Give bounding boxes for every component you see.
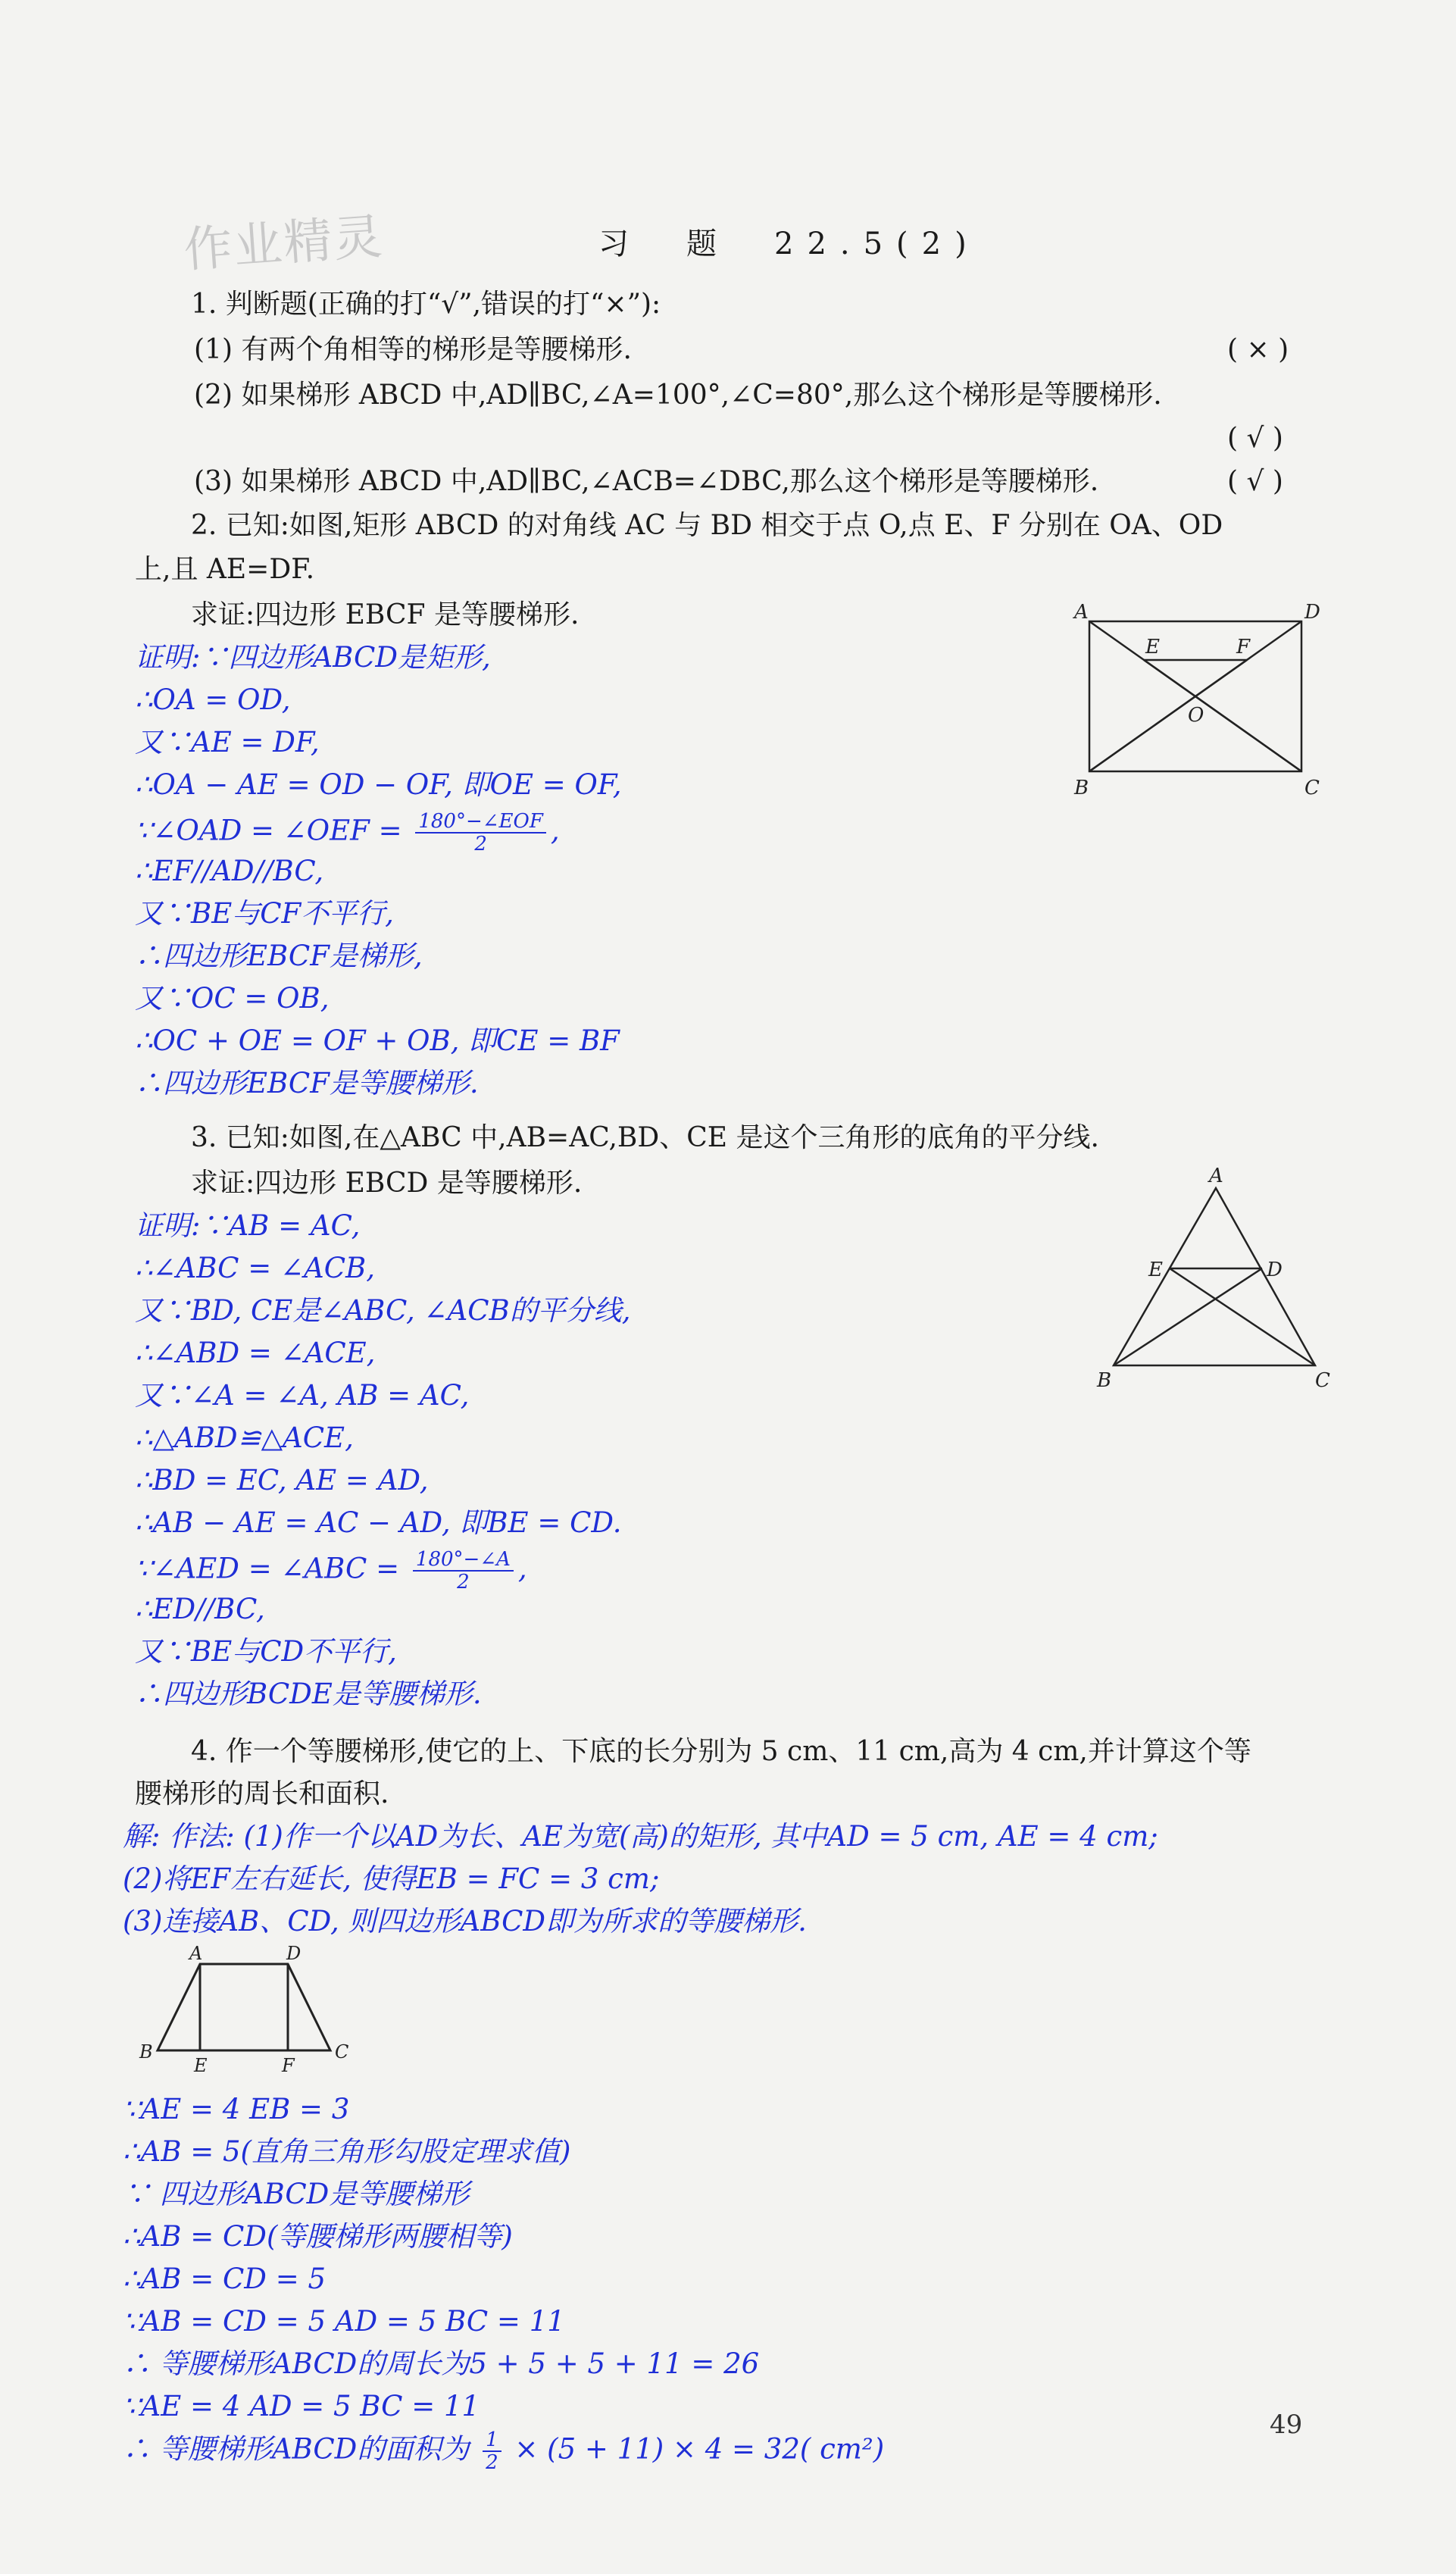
q1-item-1: (1) 有两个角相等的梯形是等腰梯形. (194, 334, 632, 365)
q2-proof-line-5: ∵∠OAD = ∠OEF = $\frac{\text{180°−∠EOF}}{2}$ , (135, 810, 560, 855)
q4-step-1: 解: 作法: (1)作一个以AD为长、AE为宽(高)的矩形, 其中AD = 5 cm, AE = 4 cm; (123, 1820, 1158, 1853)
page-title: 习 题 22.5(2) (598, 227, 980, 261)
q4-step-3: (3)连接AB、CD, 则四边形ABCD即为所求的等腰梯形. (123, 1905, 807, 1938)
q4-label-A: A (189, 1944, 203, 1964)
q3-proof-line-4: ∴∠ABD = ∠ACE, (135, 1337, 376, 1369)
q4-calc-5: ∴AB = CD = 5 (123, 2263, 327, 2295)
q2-frac-den: 2 (474, 833, 487, 855)
watermark-logo: 作业精灵 (182, 208, 386, 280)
q3-proof-line-10: ∴ED//BC, (135, 1593, 265, 1625)
q4-calc-4: ∴AB = CD(等腰梯形两腰相等) (123, 2220, 513, 2253)
q2-proof-line-8: ∴四边形EBCF是梯形, (135, 940, 423, 972)
q2-stem-line2: 上,且 AE=DF. (135, 554, 315, 585)
q1-mark-2: ( √ ) (1227, 423, 1283, 454)
q3-triangle-figure (1091, 1167, 1341, 1394)
q4-calc-2: ∴AB = 5(直角三角形勾股定理求值) (123, 2135, 571, 2168)
q3-proof-line-5: 又∵∠A = ∠A, AB = AC, (135, 1379, 470, 1412)
q2-proof-line-6: ∴EF//AD//BC, (135, 855, 324, 887)
q4-area-fraction (483, 2429, 501, 2473)
q4-calc-3: ∵ 四边形ABCD是等腰梯形 (123, 2178, 470, 2210)
q3-proof-line-9-text: ∵∠AED = ∠ABC = (135, 1552, 400, 1585)
q2-proof-line-4: ∴OA − AE = OD − OF, 即OE = OF, (135, 768, 622, 801)
q4-step-2: (2)将EF左右延长, 使得EB = FC = 3 cm; (123, 1862, 660, 1895)
q2-proof-line-11: ∴四边形EBCF是等腰梯形. (135, 1067, 479, 1099)
q1-item-3: (3) 如果梯形 ABCD 中,AD∥BC,∠ACB=∠DBC,那么这个梯形是等腰梯形. (194, 466, 1099, 497)
page-number: 49 (1270, 2410, 1303, 2440)
q2-label-O: O (1188, 704, 1204, 727)
q2-proof-line-2: ∴OA = OD, (135, 683, 291, 716)
q4-label-B: B (139, 2041, 153, 2063)
q2-label-A: A (1074, 601, 1089, 624)
q2-proof-line-3: 又∵AE = DF, (135, 726, 320, 758)
q2-label-C: C (1304, 777, 1320, 799)
q3-proof-line-2: ∴∠ABC = ∠ACB, (135, 1252, 375, 1284)
q2-label-D: D (1304, 601, 1320, 624)
q3-label-C: C (1315, 1369, 1330, 1392)
q4-stem-line2: 腰梯形的周长和面积. (135, 1778, 389, 1809)
q3-label-A: A (1209, 1167, 1223, 1187)
q4-calc-7: ∴ 等腰梯形ABCD的周长为5 + 5 + 5 + 11 = 26 (123, 2347, 760, 2380)
q4-area-frac-den: 2 (486, 2451, 498, 2474)
q3-proof-line-3: 又∵BD, CE是∠ABC, ∠ACB的平分线, (135, 1294, 631, 1327)
q3-stem: 3. 已知:如图,在△ABC 中,AB=AC,BD、CE 是这个三角形的底角的平分线. (191, 1122, 1099, 1153)
q2-proof-line-10: ∴OC + OE = OF + OB, 即CE = BF (135, 1024, 620, 1057)
q2-label-E: E (1145, 636, 1160, 658)
q3-label-D: D (1267, 1259, 1283, 1281)
q2-rectangle-figure (1061, 599, 1333, 811)
q2-stem-line1: 2. 已知:如图,矩形 ABCD 的对角线 AC 与 BD 相交于点 O,点 E、F 分别在 OA、OD (191, 510, 1223, 541)
q3-label-E: E (1148, 1259, 1163, 1281)
q2-fraction (415, 811, 546, 855)
q1-mark-3: ( √ ) (1227, 466, 1283, 497)
q3-proof-line-11: 又∵BE与CD不平行, (135, 1635, 397, 1668)
q4-area-tail: × (5 + 11) × 4 = 32( cm²) (514, 2432, 885, 2466)
q3-proof-line-8: ∴AB − AE = AC − AD, 即BE = CD. (135, 1506, 622, 1539)
q4-calc-1: ∵AE = 4 EB = 3 (123, 2093, 350, 2125)
q3-prove: 求证:四边形 EBCD 是等腰梯形. (191, 1168, 583, 1199)
q2-proof-line-9: 又∵OC = OB, (135, 982, 330, 1015)
q3-proof-line-12: ∴四边形BCDE是等腰梯形. (135, 1678, 482, 1710)
q2-label-F: F (1236, 636, 1251, 658)
q4-area-text: ∴ 等腰梯形ABCD的面积为 (123, 2432, 470, 2466)
q4-trapezoid-figure (136, 1944, 379, 2081)
q4-calc-9 (123, 2429, 884, 2473)
q3-proof-line-6: ∴△ABD≌△ACE, (135, 1421, 354, 1454)
q4-area-frac-num: 1 (483, 2429, 501, 2452)
q4-label-E: E (194, 2055, 208, 2076)
q3-proof-line-9: ∵∠AED = ∠ABC = $\frac{180^\circ-\angle A}{2}$ , (135, 1548, 527, 1594)
q2-proof-line-5-text: ∵∠OAD = ∠OEF = (135, 814, 402, 847)
q3-proof-line-1: 证明:∵AB = AC, (135, 1209, 361, 1242)
q2-proof-line-1: 证明:∵四边形ABCD是矩形, (135, 641, 491, 674)
q3-frac-den: 2 (457, 1571, 470, 1594)
q3-label-B: B (1097, 1369, 1112, 1392)
q4-calc-6: ∵AB = CD = 5 AD = 5 BC = 11 (123, 2305, 565, 2338)
q4-calc-8: ∵AE = 4 AD = 5 BC = 11 (123, 2390, 480, 2422)
q4-stem-line1: 4. 作一个等腰梯形,使它的上、下底的长分别为 5 cm、11 cm,高为 4 cm,并计算这个等 (191, 1736, 1251, 1767)
q2-frac-num: 180°−∠EOF (415, 811, 546, 834)
q3-frac-num: 180°−∠A (413, 1549, 514, 1572)
q4-label-C: C (335, 2041, 349, 2063)
q4-label-F: F (282, 2055, 295, 2076)
q1-item-2: (2) 如果梯形 ABCD 中,AD∥BC,∠A=100°,∠C=80°,那么这个梯形是等腰梯形. (194, 380, 1162, 411)
q4-label-D: D (286, 1944, 302, 1964)
q2-label-B: B (1074, 777, 1089, 799)
q2-proof-line-7: 又∵BE与CF不平行, (135, 897, 394, 930)
q3-fraction (413, 1549, 514, 1593)
q3-proof-line-7: ∴BD = EC, AE = AD, (135, 1464, 429, 1497)
q1-stem: 1. 判断题(正确的打“√”,错误的打“×”): (191, 289, 661, 320)
q2-prove: 求证:四边形 EBCF 是等腰梯形. (191, 599, 580, 630)
q1-mark-1: ( × ) (1227, 334, 1289, 365)
